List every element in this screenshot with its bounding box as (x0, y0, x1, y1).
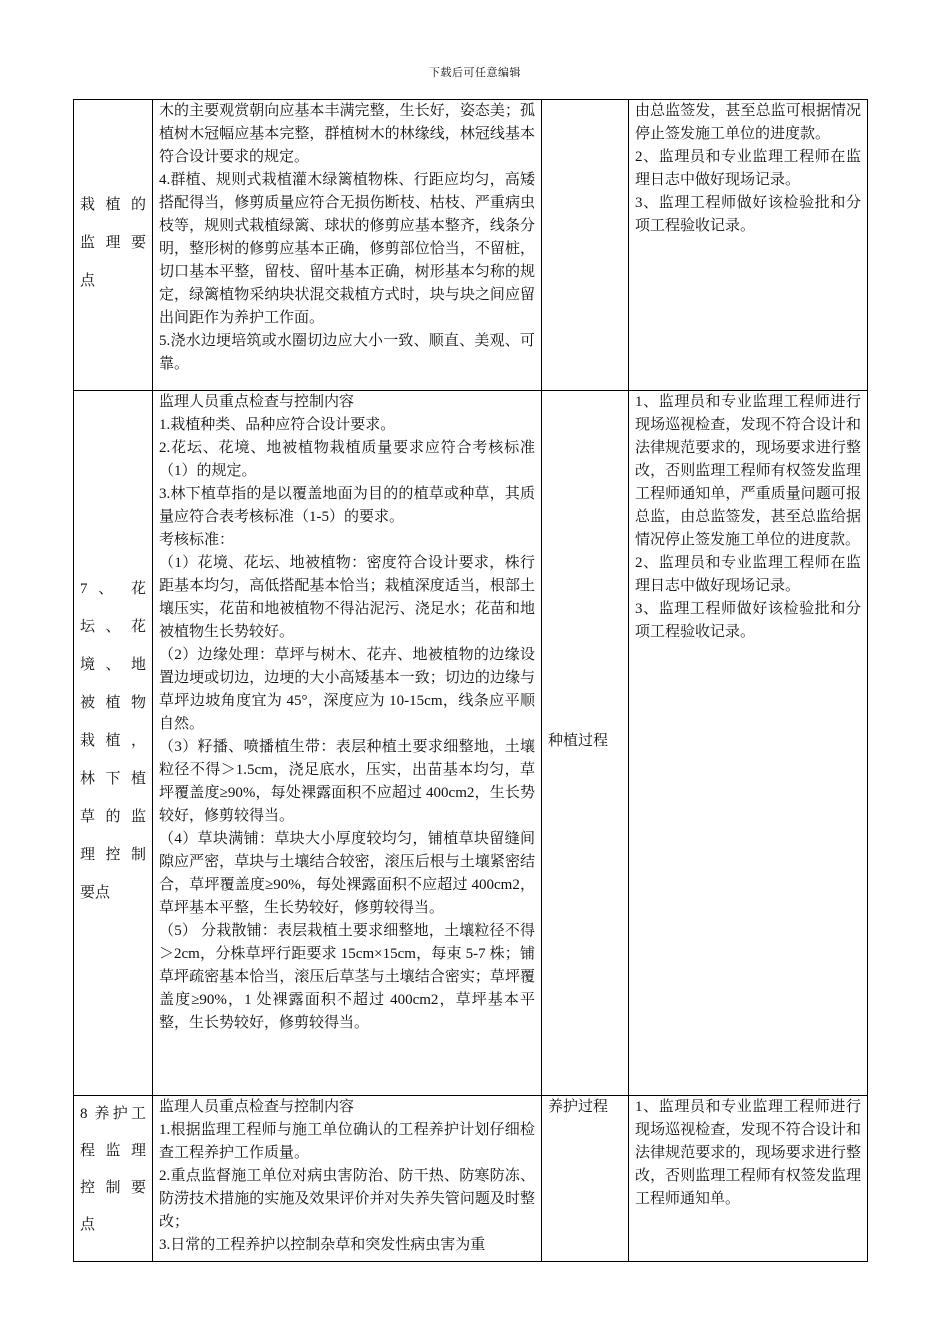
row-label-cell (74, 100, 153, 391)
measure-item: 3、监理工程师做好该检验批和分项工程验收记录。 (635, 195, 861, 234)
content-paragraph: 3.林下植草指的是以覆盖地面为目的的植草或种草，其质量应符合表考核标准（1-5）的要求。 (159, 486, 535, 525)
content-paragraph: （5） 分栽散铺：表层栽植土要求细整地，土壤粒径不得＞2cm，分株草坪行距要求 15cm×15cm，每束 5-7 株；铺草坪疏密基本恰当，滚压后草茎与土壤结合密实；草坪覆盖度≥90%，1 处裸露面积不超过 400cm2，草坪基本平整，生长势较好，修剪较得当。 (159, 923, 535, 1031)
supervision-table (73, 99, 868, 1262)
content-cell (153, 391, 542, 1096)
content-paragraph: 5.浇水边埂培筑或水圈切边应大小一致、顺直、美观、可靠。 (159, 333, 535, 372)
row-label: 7 、 花 坛 、 花 境 、 地 被 植 物 栽 植 ， 林 下 植 草 的 监 理 控 制 要点 (80, 581, 146, 901)
measures-cell (629, 1096, 868, 1262)
content-paragraph: 考核标准： (159, 532, 235, 548)
content-paragraph: （3）籽播、喷播植生带：表层种植土要求细整地，土壤粒径不得＞1.5cm，浇足底水，压实，出苗基本均匀，草坪覆盖度≥90%，每处裸露面积不应超过 400cm2，生长势较好，修剪较得当。 (159, 739, 535, 824)
table-row (74, 1096, 868, 1262)
content-heading: 监理人员重点检查与控制内容 (159, 1099, 355, 1115)
content-paragraph: 1.根据监理工程师与施工单位确认的工程养护计划仔细检查工程养护工作质量。 (159, 1122, 535, 1161)
row-label: 8 养护工 程 监 理 控 制 要 点 (80, 1106, 146, 1233)
content-paragraph: 木的主要观赏朝向应基本丰满完整，生长好，姿态美；孤植树木冠幅应基本完整，群植树木的林缘线，林冠线基本符合设计要求的规定。 (159, 103, 535, 165)
measure-item: 2、监理员和专业监理工程师在监理日志中做好现场记录。 (635, 555, 861, 594)
table-row (74, 391, 868, 1096)
content-paragraph: （2）边缘处理：草坪与树木、花卉、地被植物的边缘设置边埂或切边，边埂的大小高矮基本一致；切边的边缘与草坪边坡角度宜为 45°，深度应为 10-15cm，线条应平顺自然。 (159, 647, 535, 732)
stage-cell: 养护过程 (542, 1096, 629, 1262)
content-paragraph: （1）花境、花坛、地被植物：密度符合设计要求，株行距基本均匀，高低搭配基本恰当；栽植深度适当，根部土壤压实，花苗和地被植物不得沾泥污、浇足水；花苗和地被植物生长势较好。 (159, 555, 535, 640)
table-row (74, 100, 868, 391)
measure-item: 1、监理员和专业监理工程师进行现场巡视检查，发现不符合设计和法律规范要求的，现场要求进行整改，否则监理工程师有权签发监理工程师通知单。 (635, 1099, 861, 1207)
content-paragraph: （4）草块满铺：草块大小厚度较均匀，铺植草块留缝间隙应严密，草块与土壤结合较密，滚压后根与土壤紧密结合，草坪覆盖度≥90%，每处裸露面积不应超过 400cm2，草坪基本平整，生长势较好，修剪较得当。 (159, 831, 535, 916)
content-heading: 监理人员重点检查与控制内容 (159, 394, 355, 410)
measure-item: 1、监理员和专业监理工程师进行现场巡视检查，发现不符合设计和法律规范要求的，现场要求进行整改，否则监理工程师有权签发监理工程师通知单，严重质量问题可报总监，由总监签发，甚至总监给据情况停止签发施工单位的进度款。 (635, 394, 861, 548)
row-label-cell (74, 391, 153, 1096)
content-paragraph: 2.重点监督施工单位对病虫害防治、防干热、防寒防冻、防涝技术措施的实施及效果评价并对失养失管问题及时整改； (159, 1168, 535, 1230)
content-paragraph: 1.栽植种类、品种应符合设计要求。 (159, 417, 396, 433)
stage-cell: 种植过程 (542, 391, 629, 1096)
content-paragraph: 3.日常的工程养护以控制杂草和突发性病虫害为重 (159, 1237, 486, 1253)
measure-item: 由总监签发，甚至总监可根据情况停止签发施工单位的进度款。 (635, 103, 861, 142)
content-paragraph: 2.花坛、花境、地被植物栽植质量要求应符合考核标准（1）的规定。 (159, 440, 535, 479)
measures-cell (629, 391, 868, 1096)
stage-cell (542, 100, 629, 391)
measure-item: 3、监理工程师做好该检验批和分项工程验收记录。 (635, 601, 861, 640)
row-label: 栽 植 的 监 理 要 点 (80, 197, 146, 289)
content-paragraph: 4.群植、规则式栽植灌木绿篱植物株、行距应均匀，高矮搭配得当，修剪质量应符合无损伤断枝、枯枝、严重病虫枝等，规则式栽植绿篱、球状的修剪应基本整齐，线条分明，整形树的修剪应基本正确，修剪部位恰当，不留桩，切口基本平整，留枝、留叶基本正确，树形基本匀称的规定，绿篱植物采纳块状混交栽植方式时，块与块之间应留出间距作为养护工作面。 (159, 172, 535, 326)
measures-cell (629, 100, 868, 391)
content-cell (153, 100, 542, 391)
content-cell (153, 1096, 542, 1262)
measure-item: 2、监理员和专业监理工程师在监理日志中做好现场记录。 (635, 149, 861, 188)
page-header: 下载后可任意编辑 (429, 67, 521, 79)
row-label-cell (74, 1096, 153, 1262)
